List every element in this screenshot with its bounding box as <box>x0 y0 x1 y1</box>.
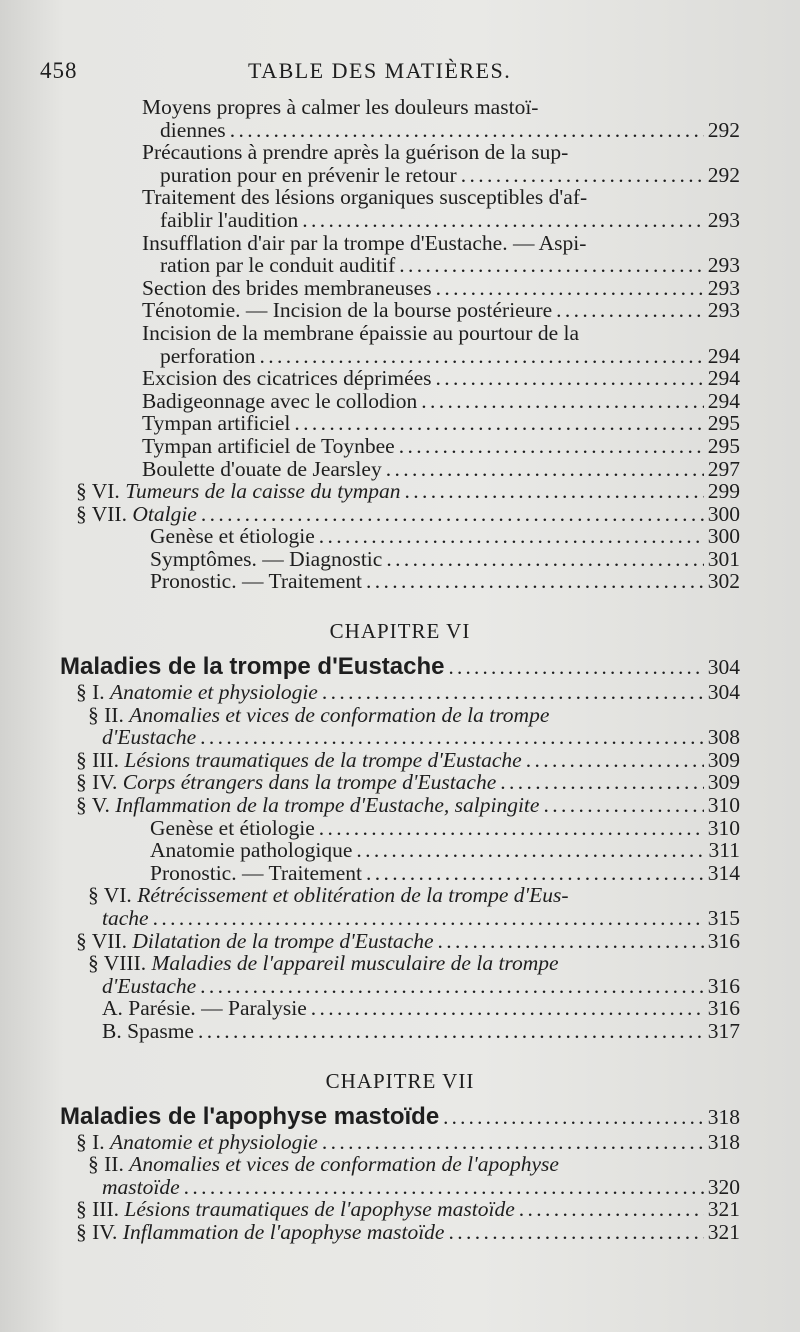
section-number: § VI. <box>76 479 120 504</box>
entry-line <box>60 975 740 998</box>
leader-dots <box>230 119 704 142</box>
toc-entry <box>60 322 740 367</box>
leader-dots <box>448 1221 703 1244</box>
leader-dots <box>153 907 704 930</box>
entry-text: Genèse et étiologie <box>150 524 315 549</box>
leader-dots <box>405 480 704 503</box>
toc-entry <box>60 458 740 481</box>
entry-page: 316 <box>707 996 740 1021</box>
entry-page: 301 <box>707 546 740 571</box>
entry-line <box>60 345 740 368</box>
entry-text: ration par le conduit auditif <box>160 253 396 278</box>
leader-dots <box>543 794 703 817</box>
leader-dots <box>311 997 704 1020</box>
entry-line: Insufflation d'air par la trompe d'Eustache. — Aspi- <box>142 230 587 255</box>
leader-dots <box>436 277 704 300</box>
entry-page: 299 <box>707 479 740 504</box>
leader-dots <box>322 1131 704 1154</box>
entry-page: 310 <box>707 793 740 818</box>
entry-page: 321 <box>707 1219 740 1244</box>
table-of-contents <box>60 96 740 1244</box>
leader-dots <box>366 862 704 885</box>
chapter-title: Maladies de l'apophyse mastoïde <box>60 1102 440 1130</box>
leader-dots <box>200 726 704 749</box>
toc-entry <box>60 186 740 231</box>
toc-entry <box>60 141 740 186</box>
toc-entry <box>60 1020 740 1043</box>
section-number: § III. <box>76 747 119 772</box>
entry-text: faiblir l'audition <box>160 207 299 232</box>
entry-page: 295 <box>707 411 740 436</box>
toc-entry <box>60 548 740 571</box>
section-title: Maladies de l'appareil musculaire de la trompe <box>151 951 559 976</box>
entry-page: 295 <box>707 433 740 458</box>
entry-page: 318 <box>707 1104 740 1129</box>
section-title: Lésions traumatiques de l'apophyse mastoïde <box>124 1197 515 1222</box>
section-number: § I. <box>76 1129 105 1154</box>
entry-text: Pronostic. — Traitement <box>150 569 363 594</box>
section-number: § VI. <box>88 883 132 908</box>
leader-dots <box>421 390 704 413</box>
section-number: § II. <box>88 702 124 727</box>
leader-dots <box>449 653 704 681</box>
leader-dots <box>526 749 704 772</box>
toc-entry <box>60 367 740 390</box>
section-title: Anatomie et physiologie <box>110 680 318 705</box>
leader-dots <box>399 254 704 277</box>
leader-dots <box>198 1020 704 1043</box>
entry-line <box>60 726 740 749</box>
section-title-cont: d'Eustache <box>102 973 197 998</box>
section-number: § VII. <box>76 928 127 953</box>
toc-entry <box>60 232 740 277</box>
entry-page: 310 <box>707 815 740 840</box>
entry-text: B. Spasme <box>102 1018 194 1043</box>
entry-page: 292 <box>707 117 740 142</box>
section-title-cont: d'Eustache <box>102 725 197 750</box>
entry-page: 300 <box>707 501 740 526</box>
entry-text: Tympan artificiel <box>142 411 291 436</box>
leader-dots <box>319 525 704 548</box>
entry-page: 321 <box>707 1197 740 1222</box>
toc-entry <box>60 997 740 1020</box>
entry-line: Moyens propres à calmer les douleurs mastoï- <box>142 95 539 119</box>
toc-section <box>60 681 740 704</box>
leader-dots <box>260 345 704 368</box>
leader-dots <box>386 548 703 571</box>
toc-entry <box>60 412 740 435</box>
section-title: Anomalies et vices de conformation de la trompe <box>129 702 550 727</box>
chapter-title: Maladies de la trompe d'Eustache <box>60 653 445 681</box>
entry-line <box>60 209 740 232</box>
toc-entry <box>60 525 740 548</box>
toc-section <box>60 1153 740 1198</box>
entry-text: Pronostic. — Traitement <box>150 860 363 885</box>
toc-section <box>60 749 740 772</box>
section-title: Corps étrangers dans la trompe d'Eustache <box>122 770 497 795</box>
section-title: Inflammation de l'apophyse mastoïde <box>122 1219 445 1244</box>
entry-text: Badigeonnage avec le collodion <box>142 388 418 413</box>
entry-line <box>60 119 740 142</box>
chapter-title-entry <box>60 653 740 681</box>
leader-dots <box>322 681 704 704</box>
chapter-label: CHAPITRE VII <box>325 1068 475 1093</box>
entry-line <box>60 1153 740 1176</box>
toc-section <box>60 771 740 794</box>
toc-section <box>60 503 740 526</box>
entry-page: 293 <box>707 275 740 300</box>
toc-entry <box>60 390 740 413</box>
leader-dots <box>556 299 704 322</box>
leader-dots <box>500 771 703 794</box>
entry-line <box>60 164 740 187</box>
page-header <box>0 54 800 88</box>
chapter-title-entry <box>60 1103 740 1131</box>
section-number: § VIII. <box>88 951 147 976</box>
entry-page: 302 <box>707 569 740 594</box>
entry-page: 293 <box>707 298 740 323</box>
entry-page: 316 <box>707 928 740 953</box>
toc-section <box>60 1221 740 1244</box>
entry-page: 294 <box>707 343 740 368</box>
leader-dots <box>436 367 704 390</box>
leader-dots <box>438 930 704 953</box>
entry-page: 304 <box>707 680 740 705</box>
entry-text: Excision des cicatrices déprimées <box>142 366 432 391</box>
entry-page: 292 <box>707 162 740 187</box>
entry-line <box>60 1176 740 1199</box>
section-title: Dilatation de la trompe d'Eustache <box>132 928 434 953</box>
entry-text: Boulette d'ouate de Jearsley <box>142 456 382 481</box>
leader-dots <box>386 458 704 481</box>
entry-page: 316 <box>707 973 740 998</box>
entry-page: 308 <box>707 725 740 750</box>
section-number: § I. <box>76 680 105 705</box>
toc-section <box>60 930 740 953</box>
entry-text: A. Parésie. — Paralysie <box>102 996 307 1021</box>
toc-entry <box>60 839 740 862</box>
entry-line: Précautions à prendre après la guérison de la sup- <box>142 140 569 165</box>
toc-section <box>60 1198 740 1221</box>
running-title: TABLE DES MATIÈRES. <box>248 58 512 83</box>
entry-line <box>60 884 740 907</box>
entry-line: Traitement des lésions organiques susceptibles d'af- <box>142 185 588 210</box>
leader-dots <box>356 839 704 862</box>
leader-dots <box>184 1176 704 1199</box>
entry-text: perforation <box>160 343 256 368</box>
entry-text: Section des brides membraneuses <box>142 275 432 300</box>
entry-line: Incision de la membrane épaissie au pourtour de la <box>142 320 580 345</box>
entry-text: Symptômes. — Diagnostic <box>150 546 383 571</box>
section-title: Rétrécissement et oblitération de la trompe d'Eus- <box>137 883 569 908</box>
leader-dots <box>461 164 704 187</box>
section-number: § IV. <box>76 770 118 795</box>
entry-line <box>60 907 740 930</box>
entry-text: diennes <box>160 117 226 142</box>
entry-text: puration pour en prévenir le retour <box>160 162 457 187</box>
entry-page: 318 <box>707 1129 740 1154</box>
toc-entry <box>60 817 740 840</box>
toc-section <box>60 794 740 817</box>
section-title: Anomalies et vices de conformation de l'apophyse <box>129 1152 559 1177</box>
section-title: Inflammation de la trompe d'Eustache, salpingite <box>115 793 540 818</box>
entry-page: 309 <box>707 747 740 772</box>
leader-dots <box>294 412 703 435</box>
section-title: Otalgie <box>132 501 197 526</box>
leader-dots <box>519 1198 704 1221</box>
entry-text: Genèse et étiologie <box>150 815 315 840</box>
entry-page: 304 <box>707 655 740 680</box>
section-title: Anatomie et physiologie <box>110 1129 318 1154</box>
toc-section <box>60 480 740 503</box>
section-title: Tumeurs de la caisse du tympan <box>125 479 401 504</box>
entry-page: 297 <box>707 456 740 481</box>
section-title-cont: mastoïde <box>102 1174 180 1199</box>
entry-text: Ténotomie. — Incision de la bourse postérieure <box>142 298 553 323</box>
toc-section <box>60 704 740 749</box>
section-number: § II. <box>88 1152 124 1177</box>
toc-entry <box>60 299 740 322</box>
toc-entry <box>60 435 740 458</box>
entry-line <box>60 952 740 975</box>
toc-entry <box>60 862 740 885</box>
section-number: § IV. <box>76 1219 118 1244</box>
entry-page: 315 <box>707 906 740 930</box>
entry-text: Tympan artificiel de Toynbee <box>142 433 395 458</box>
section-number: § III. <box>76 1197 119 1222</box>
section-title-cont: tache <box>102 906 149 930</box>
entry-line <box>60 704 740 727</box>
toc-section <box>60 1131 740 1154</box>
toc-section <box>60 952 740 997</box>
entry-page: 293 <box>707 207 740 232</box>
leader-dots <box>366 570 704 593</box>
toc-section <box>60 884 740 929</box>
entry-page: 311 <box>708 838 740 863</box>
leader-dots <box>302 209 704 232</box>
leader-dots <box>399 435 704 458</box>
section-number: § VII. <box>76 501 127 526</box>
leader-dots <box>319 817 704 840</box>
section-title: Lésions traumatiques de la trompe d'Eustache <box>124 747 522 772</box>
entry-page: 294 <box>707 388 740 413</box>
leader-dots <box>200 975 704 998</box>
toc-entry <box>60 570 740 593</box>
leader-dots <box>443 1103 704 1131</box>
entry-page: 300 <box>707 524 740 549</box>
entry-page: 293 <box>707 253 740 278</box>
toc-entry <box>60 96 740 141</box>
toc-entry <box>60 277 740 300</box>
entry-page: 317 <box>707 1018 740 1043</box>
page-number: 458 <box>40 58 78 83</box>
entry-page: 309 <box>707 770 740 795</box>
chapter-label: CHAPITRE VI <box>329 619 471 644</box>
entry-text: Anatomie pathologique <box>150 838 353 863</box>
entry-page: 314 <box>707 860 740 885</box>
section-number: § V. <box>76 793 110 818</box>
entry-page: 320 <box>707 1174 740 1199</box>
entry-line <box>60 254 740 277</box>
entry-page: 294 <box>707 366 740 391</box>
leader-dots <box>201 503 704 526</box>
